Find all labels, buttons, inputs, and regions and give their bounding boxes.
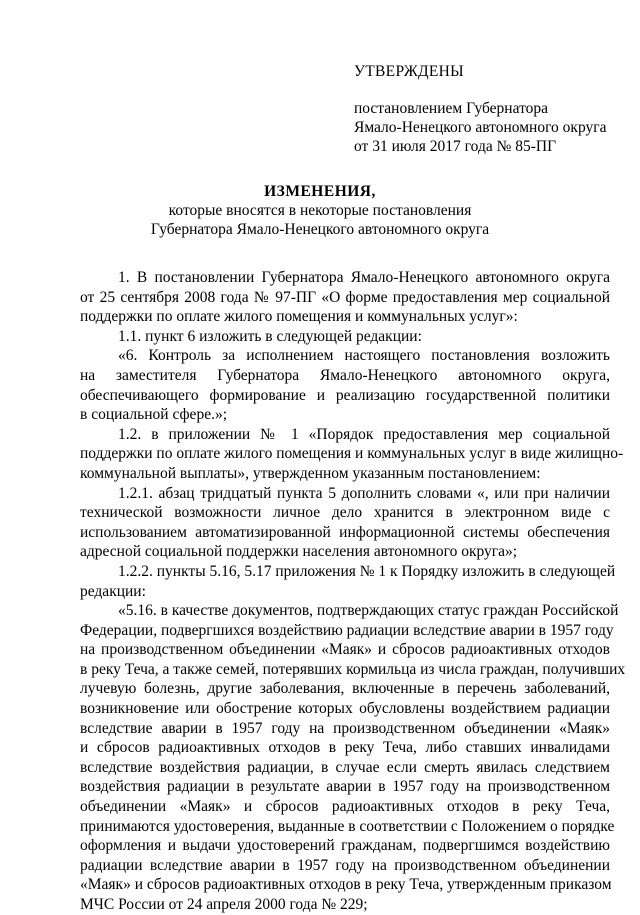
body-line: «5.16. в качестве документов, подтверждающих статус граждан Российской	[118, 602, 619, 620]
body-line: использованием автоматизированной информационной системы обеспечения	[80, 523, 610, 541]
body-line: 1.2. в приложении № 1 «Порядок предоставления мер социальной	[118, 425, 610, 443]
body-line: радиации вследствие аварии в 1957 году на производственном объединении	[80, 856, 610, 874]
body-line: поддержки по оплате жилого помещения и коммунальных услуг»:	[80, 308, 518, 326]
approval-line: постановлением Губернатора	[354, 100, 549, 117]
approval-line: Ямало-Ненецкого автономного округа	[354, 119, 607, 136]
body-line: на производственном объединении «Маяк» и сбросов радиоактивных отходов	[80, 641, 610, 659]
body-line: принимаются удостоверения, выданные в соответствии с Положением о порядке	[80, 817, 615, 835]
body-line: 1.2.2. пункты 5.16, 5.17 приложения № 1 к Порядку изложить в следующей	[118, 562, 616, 580]
approval-line: от 31 июля 2017 года № 85-ПГ	[354, 138, 557, 155]
document-title-block	[90, 182, 550, 239]
body-line: вследствие аварии в 1957 году на производственном объединении «Маяк»	[80, 719, 610, 737]
body-line: технической возможности личное дело хранится в электронном виде с	[80, 504, 610, 522]
body-line: 1. В постановлении Губернатора Ямало-Ненецкого автономного округа	[118, 269, 610, 286]
body-line: 1.1. пункт 6 изложить в следующей редакции:	[118, 327, 422, 345]
document-heading: ИЗМЕНЕНИЯ,	[264, 183, 376, 200]
body-line: адресной социальной поддержки населения автономного округа»;	[80, 543, 518, 561]
body-line: в реку Теча, а также семей, потерявших кормильца из числа граждан, получивших	[80, 660, 626, 678]
body-line: в социальной сфере.»;	[80, 406, 228, 424]
approval-title: УТВЕРЖДЕНЫ	[354, 63, 464, 80]
body-line: возникновение или обострение которых обусловлены воздействием радиации	[80, 700, 610, 718]
body-line: на заместителя Губернатора Ямало-Ненецкого автономного округа,	[80, 366, 610, 384]
body-line: Федерации, подвергшихся воздействию радиации вследствие аварии в 1957 году	[80, 621, 614, 639]
body-line: от 25 сентября 2008 года № 97-ПГ «О форме предоставления мер социальной	[80, 288, 610, 306]
document-body	[80, 268, 626, 915]
body-line: редакции:	[80, 582, 146, 600]
body-line: поддержки по оплате жилого помещения и коммунальных услуг в виде жилищно-	[80, 445, 624, 463]
document-subheading: которые вносятся в некоторые постановления	[168, 202, 472, 219]
body-line: «Маяк» и сбросов радиоактивных отходов в реку Теча, утвержденным приказом	[80, 876, 612, 894]
body-line: «6. Контроль за исполнением настоящего постановления возложить	[118, 347, 610, 365]
approval-stamp	[354, 62, 614, 156]
document-subheading: Губернатора Ямало-Ненецкого автономного округа	[150, 221, 490, 238]
body-line: обеспечивающего формирование и реализацию государственной политики	[80, 386, 610, 404]
body-line: воздействия радиации в результате аварии в 1957 году на производственном	[80, 778, 610, 796]
body-line: оформления и выдачи удостоверений гражданам, подвергшимся воздействию	[80, 837, 610, 855]
body-line: коммунальной выплаты», утвержденном указанным постановлением:	[80, 464, 541, 482]
body-line: объединении «Маяк» и сбросов радиоактивных отходов в реку Теча,	[80, 798, 610, 816]
body-line: лучевую болезнь, другие заболевания, включенные в перечень заболеваний,	[80, 680, 610, 698]
body-line: МЧС России от 24 апреля 2000 года № 229;	[80, 896, 368, 913]
body-line: и сбросов радиоактивных отходов в реку Теча, либо ставших инвалидами	[80, 739, 610, 757]
body-line: вследствие воздействия радиации, в случае если смерть явилась следствием	[80, 758, 610, 776]
body-line: 1.2.1. абзац тридцатый пункта 5 дополнить словами «, или при наличии	[118, 484, 610, 502]
